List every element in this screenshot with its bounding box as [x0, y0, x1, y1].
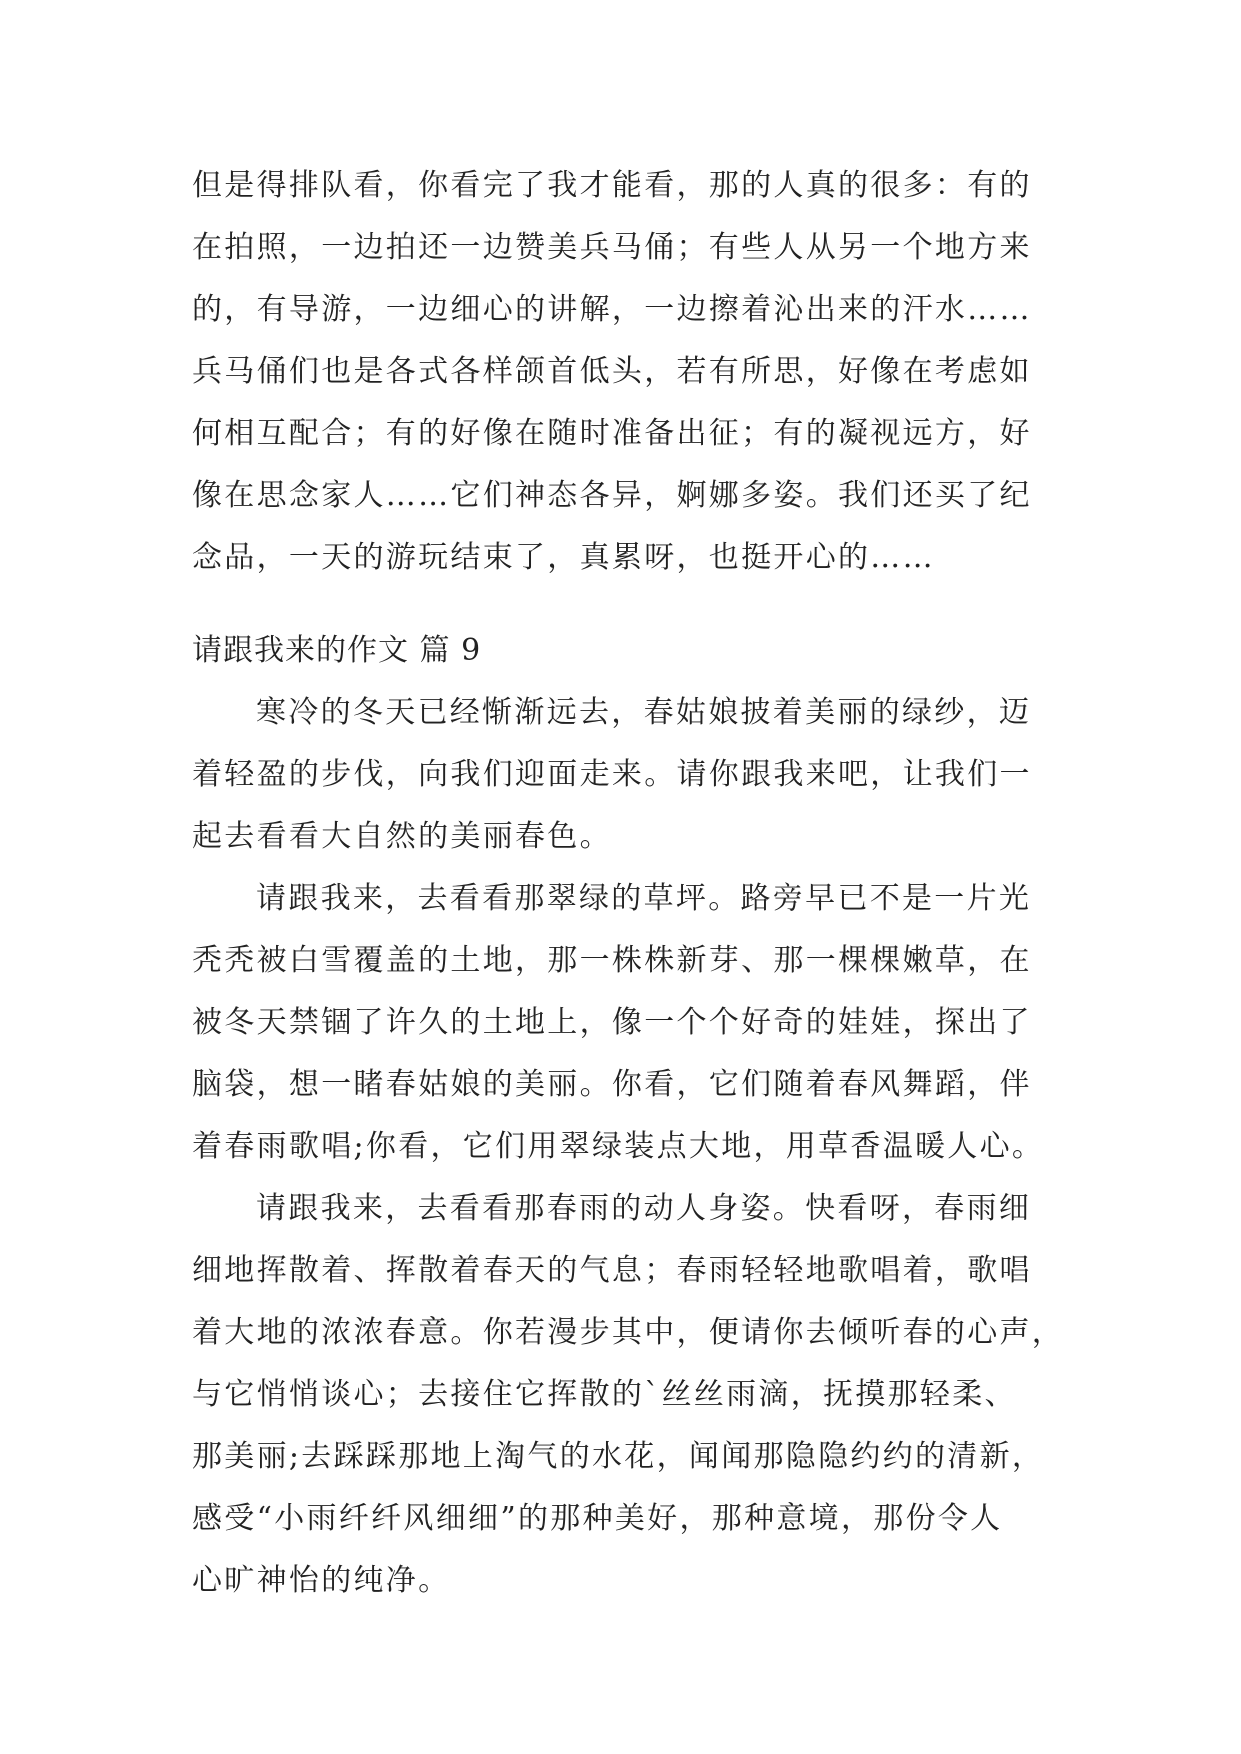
- text-line: 秃秃被白雪覆盖的土地，那一株株新芽、那一棵棵嫩草，在: [192, 943, 1032, 978]
- paragraph-first-line: 请跟我来，去看看那翠绿的草坪。路旁早已不是一片光: [256, 881, 1032, 916]
- text-line: 与它悄悄谈心；去接住它挥散的`丝丝雨滴，抚摸那轻柔、: [192, 1377, 1017, 1412]
- text-line: 起去看看大自然的美丽春色。: [192, 819, 612, 854]
- text-line: 兵马俑们也是各式各样颌首低头，若有所思，好像在考虑如: [192, 354, 1032, 389]
- text-line: 的，有导游，一边细心的讲解，一边擦着沁出来的汗水……: [192, 292, 1032, 327]
- text-line: 着轻盈的步伐，向我们迎面走来。请你跟我来吧，让我们一: [192, 757, 1032, 792]
- text-line: 心旷神怡的纯净。: [192, 1563, 451, 1598]
- text-line: 在拍照，一边拍还一边赞美兵马俑；有些人从另一个地方来: [192, 230, 1032, 265]
- text-line: 但是得排队看，你看完了我才能看，那的人真的很多：有的: [192, 168, 1032, 203]
- text-line: 那美丽;去踩踩那地上淘气的水花，闻闻那隐隐约约的清新，: [192, 1439, 1045, 1474]
- text-line: 着大地的浓浓春意。你若漫步其中，便请你去倾听春的心声，: [192, 1315, 1065, 1350]
- intro-paragraph: [192, 155, 1062, 589]
- text-line: 细地挥散着、挥散着春天的气息；春雨轻轻地歌唱着，歌唱: [192, 1253, 1032, 1288]
- text-line: 念品，一天的游玩结束了，真累呀，也挺开心的……: [192, 540, 935, 575]
- text-line: 被冬天禁锢了许久的土地上，像一个个好奇的娃娃，探出了: [192, 1005, 1032, 1040]
- paragraph-first-line: 请跟我来，去看看那春雨的动人身姿。快看呀，春雨细: [256, 1191, 1032, 1226]
- text-line: 脑袋，想一睹春姑娘的美丽。你看，它们随着春风舞蹈，伴: [192, 1067, 1032, 1102]
- text-line: 感受“小雨纤纤风细细”的那种美好，那种意境，那份令人: [192, 1501, 1003, 1536]
- text-line: 着春雨歌唱;你看，它们用翠绿装点大地，用草香温暖人心。: [192, 1129, 1045, 1164]
- text-line: 何相互配合；有的好像在随时准备出征；有的凝视远方，好: [192, 416, 1032, 451]
- section-heading: 请跟我来的作文 篇 9: [192, 633, 482, 668]
- text-line: 像在思念家人……它们神态各异，婀娜多姿。我们还买了纪: [192, 478, 1032, 513]
- essay-body: [192, 682, 1065, 1612]
- paragraph-first-line: 寒冷的冬天已经惭渐远去，春姑娘披着美丽的绿纱，迈: [256, 695, 1032, 730]
